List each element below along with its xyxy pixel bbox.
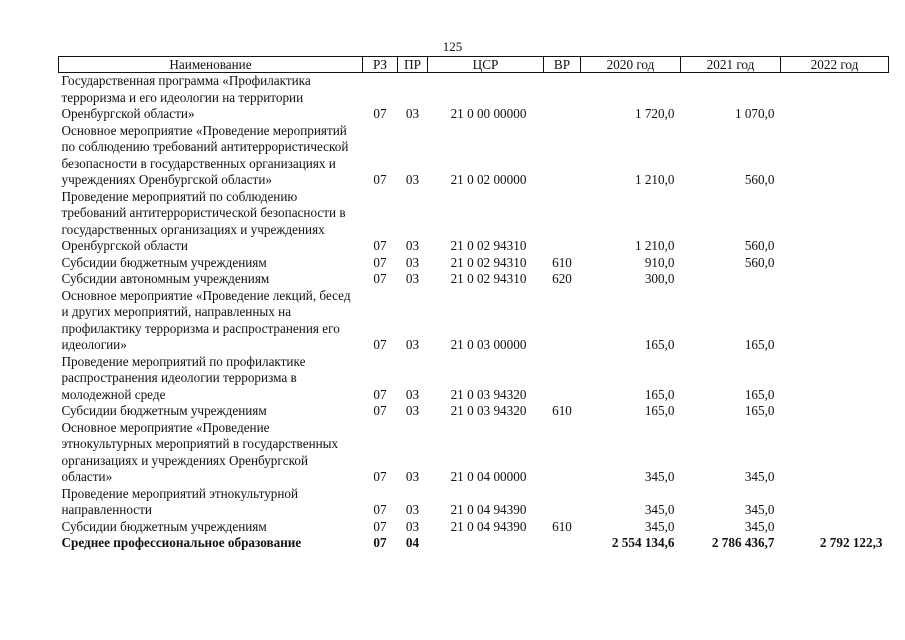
cell-pr: 03 <box>405 386 420 402</box>
cell-rz: 07 <box>373 469 387 484</box>
cell-2022 <box>781 519 889 536</box>
cell-csr: 21 0 00 00000 <box>450 106 527 121</box>
table-row <box>59 73 889 123</box>
cell-name: Государственная программа «Профилактика терроризма и его идеологии на территории Оренбургской области» <box>61 73 311 121</box>
cell-pr: 03 <box>405 106 420 121</box>
cell-name: Основное мероприятие «Проведение мероприятий по соблюдению требований антитеррористической безопасности в государственных организациях и учреждениях Оренбургской области» <box>61 122 349 187</box>
cell-2020: 1 720,0 <box>634 106 675 121</box>
cell-rz: 07 <box>373 271 387 286</box>
table-row <box>59 535 889 552</box>
cell-vr: 610 <box>552 518 572 534</box>
table-row <box>59 354 889 404</box>
cell-name: Проведение мероприятий этнокультурной направленности <box>61 485 299 517</box>
cell-rz: 07 <box>373 502 387 517</box>
cell-pr: 03 <box>405 172 420 187</box>
cell-2021: 345,0 <box>744 502 775 517</box>
cell-rz: 07 <box>373 106 387 121</box>
cell-pr: 03 <box>405 238 420 253</box>
cell-pr: 03 <box>405 502 420 517</box>
cell-name: Проведение мероприятий по профилактике распространения идеологии терроризма в молодежной среде <box>61 353 306 402</box>
cell-name: Субсидии бюджетным учреждениям <box>61 254 267 270</box>
cell-2020: 165,0 <box>644 403 675 418</box>
cell-2021: 560,0 <box>744 238 775 253</box>
cell-csr: 21 0 03 94320 <box>450 386 527 402</box>
header-2022: 2022 год <box>781 57 889 73</box>
cell-rz: 07 <box>373 337 387 352</box>
header-vr: ВР <box>544 57 581 73</box>
cell-name: Субсидии бюджетным учреждениям <box>61 518 267 534</box>
cell-name: Основное мероприятие «Проведение лекций, бесед и других мероприятий, направленных на профилактику терроризма и распространения его идеологии» <box>61 287 351 352</box>
cell-name: Среднее профессиональное образование <box>61 535 302 550</box>
cell-pr: 03 <box>405 337 420 352</box>
cell-csr: 21 0 03 00000 <box>450 337 527 352</box>
table-row <box>59 288 889 354</box>
cell-rz: 07 <box>373 238 387 253</box>
cell-2021: 345,0 <box>744 469 775 484</box>
cell-vr: 610 <box>552 403 572 418</box>
table-body <box>59 73 889 552</box>
cell-rz: 07 <box>373 403 387 418</box>
cell-rz: 07 <box>373 386 387 402</box>
cell-pr: 03 <box>405 254 420 270</box>
cell-2021: 560,0 <box>744 254 775 270</box>
cell-2021: 165,0 <box>744 337 775 352</box>
cell-2020: 345,0 <box>644 469 675 484</box>
cell-rz: 07 <box>373 254 387 270</box>
cell-2022 <box>781 189 889 255</box>
cell-2022 <box>781 354 889 404</box>
page-number: 125 <box>442 39 463 54</box>
table-row <box>59 519 889 536</box>
cell-csr: 21 0 04 00000 <box>450 469 527 484</box>
cell-name: Основное мероприятие «Проведение этнокультурных мероприятий в государственных организациях и учреждениях Оренбургской области» <box>61 419 339 484</box>
cell-2022 <box>781 420 889 486</box>
cell-2020: 1 210,0 <box>634 172 675 187</box>
cell-2021 <box>681 271 781 288</box>
cell-vr <box>544 288 581 354</box>
cell-2022 <box>781 486 889 519</box>
cell-pr: 03 <box>405 469 420 484</box>
table-row <box>59 403 889 420</box>
table-header <box>59 57 889 73</box>
cell-pr: 04 <box>405 535 420 550</box>
table-row <box>59 189 889 255</box>
cell-vr <box>544 189 581 255</box>
cell-csr <box>428 535 544 552</box>
header-2021: 2021 год <box>681 57 781 73</box>
cell-vr: 620 <box>552 271 572 286</box>
header-pr: ПР <box>398 57 428 73</box>
cell-2022: 2 792 122,3 <box>819 535 883 550</box>
cell-2022 <box>781 403 889 420</box>
cell-2021: 345,0 <box>744 518 775 534</box>
cell-vr <box>544 354 581 404</box>
cell-pr: 03 <box>405 403 420 418</box>
cell-csr: 21 0 02 94310 <box>450 271 527 286</box>
cell-2022 <box>781 73 889 123</box>
cell-rz: 07 <box>373 535 387 550</box>
cell-pr: 03 <box>405 518 420 534</box>
header-2020: 2020 год <box>581 57 681 73</box>
cell-name: Субсидии бюджетным учреждениям <box>61 403 267 418</box>
cell-csr: 21 0 02 94310 <box>450 238 527 253</box>
cell-csr: 21 0 02 00000 <box>450 172 527 187</box>
cell-2020: 165,0 <box>644 386 675 402</box>
cell-vr <box>544 486 581 519</box>
cell-2020: 345,0 <box>644 502 675 517</box>
cell-pr: 03 <box>405 271 420 286</box>
budget-table <box>58 56 889 552</box>
table-row <box>59 420 889 486</box>
cell-2021: 165,0 <box>744 386 775 402</box>
table-row <box>59 123 889 189</box>
cell-2021: 165,0 <box>744 403 775 418</box>
cell-rz: 07 <box>373 518 387 534</box>
cell-2021: 2 786 436,7 <box>711 535 775 550</box>
cell-2020: 910,0 <box>644 254 675 270</box>
cell-2022 <box>781 288 889 354</box>
cell-vr: 610 <box>552 254 572 270</box>
cell-rz: 07 <box>373 172 387 187</box>
cell-2022 <box>781 271 889 288</box>
table-row <box>59 271 889 288</box>
cell-2022 <box>781 255 889 272</box>
cell-2022 <box>781 123 889 189</box>
table-row <box>59 255 889 272</box>
header-name: Наименование <box>59 57 363 73</box>
cell-name: Проведение мероприятий по соблюдению требований антитеррористической безопасности в государственных организациях и учреждениях Оренбургской области <box>61 188 346 253</box>
cell-2021: 560,0 <box>744 172 775 187</box>
cell-csr: 21 0 03 94320 <box>450 403 527 418</box>
cell-vr <box>544 535 581 552</box>
cell-2020: 300,0 <box>644 271 675 286</box>
header-csr: ЦСР <box>428 57 544 73</box>
cell-csr: 21 0 04 94390 <box>450 518 527 534</box>
header-rz: РЗ <box>363 57 398 73</box>
cell-csr: 21 0 02 94310 <box>450 254 527 270</box>
cell-vr <box>544 420 581 486</box>
cell-2020: 345,0 <box>644 518 675 534</box>
cell-2020: 1 210,0 <box>634 238 675 253</box>
cell-2020: 165,0 <box>644 337 675 352</box>
cell-2020: 2 554 134,6 <box>611 535 675 550</box>
cell-name: Субсидии автономным учреждениям <box>61 271 270 286</box>
cell-csr: 21 0 04 94390 <box>450 502 527 517</box>
table-row <box>59 486 889 519</box>
cell-vr <box>544 73 581 123</box>
cell-2021: 1 070,0 <box>734 106 775 121</box>
cell-vr <box>544 123 581 189</box>
